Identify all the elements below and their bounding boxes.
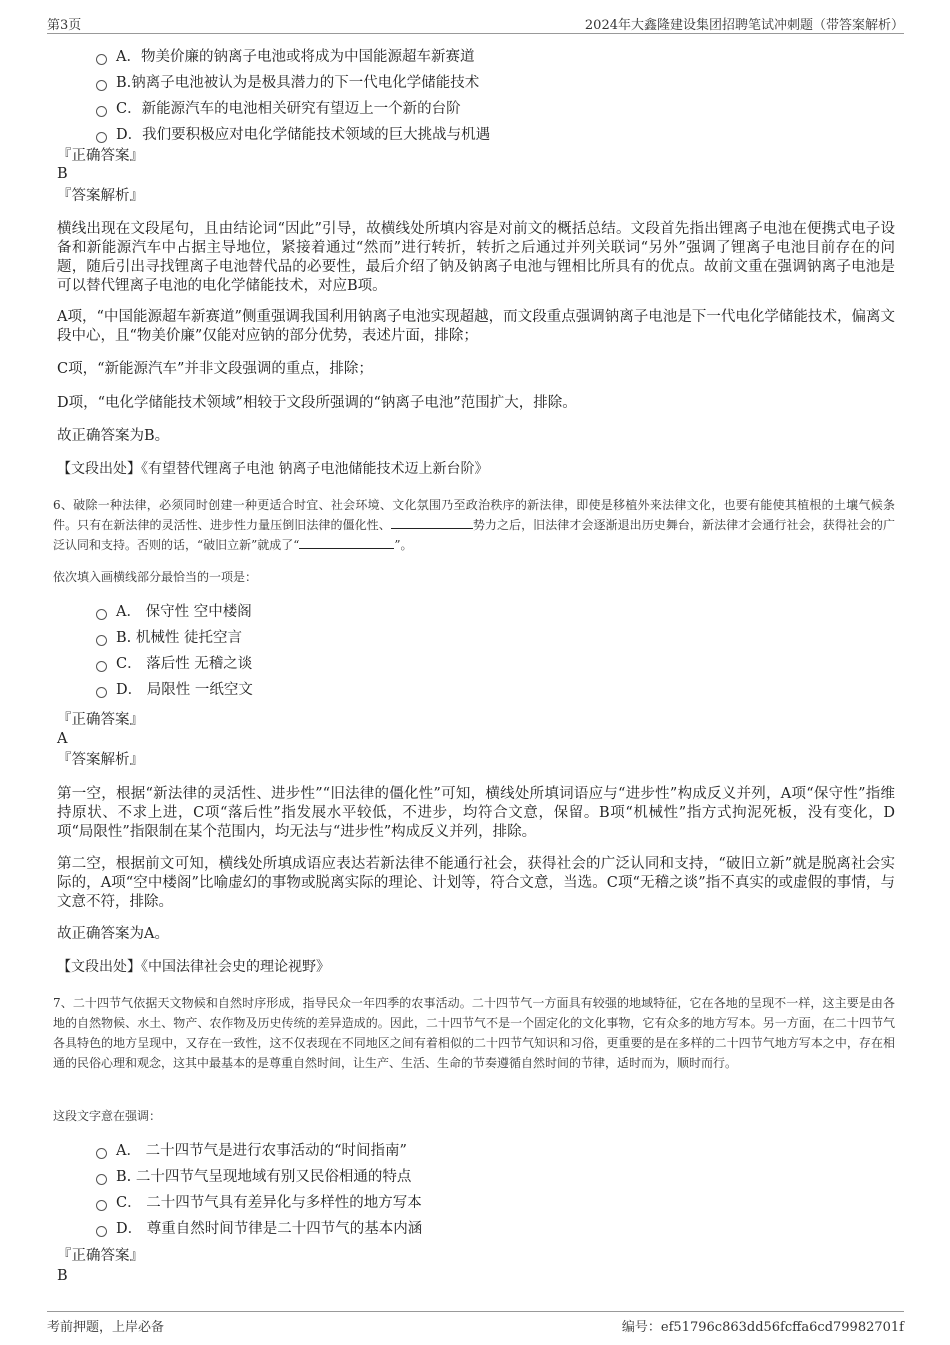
- q7-option-d[interactable]: D． 尊重自然时间节律是二十四节气的基本内涵: [96, 1218, 422, 1244]
- radio-icon[interactable]: [96, 661, 107, 672]
- q5-analysis-label: 『答案解析』: [57, 188, 144, 204]
- q6-analysis-paragraph: 第一空，根据“新法律的灵活性、进步性”“旧法律的僵化性”可知，横线处所填词语应与“进步性”构成反义并列，A项“保守性”指维持原状、不求上进，C项“落后性”指发展水平较低，不进步，均符合文意，保留。B项“机械性”指方式拘泥死板，没有变化，D项“局限性”指限制在某个范围内，均无法与“进步性”构成反义并列，排除。: [57, 786, 895, 840]
- blank-1: [391, 517, 473, 529]
- q7-answer: B: [57, 1268, 68, 1284]
- q7-option-c[interactable]: C． 二十四节气具有差异化与多样性的地方写本: [96, 1192, 422, 1218]
- page-number: 第3页: [47, 18, 82, 33]
- q7-option-a[interactable]: A． 二十四节气是进行农事活动的“时间指南”: [96, 1140, 422, 1166]
- q7-answer-label: 『正确答案』: [57, 1248, 144, 1264]
- q6-analysis-paragraph: 第二空，根据前文可知，横线处所填成语应表达若新法律不能通行社会，获得社会的广泛认同和支持，“破旧立新”就是脱离社会实际的，A项“空中楼阁”比喻虚幻的事物或脱离实际的理论、计划等，符合文意，当选。C项“无稽之谈”指不真实的或虚假的事情，与文意不符，排除。: [57, 856, 895, 910]
- q5-answer: B: [57, 166, 68, 182]
- radio-icon[interactable]: [96, 54, 107, 65]
- q7-option-b[interactable]: B. 二十四节气呈现地域有别又民俗相通的特点: [96, 1166, 422, 1192]
- blank-2: [299, 537, 394, 549]
- q6-prompt: 依次填入画横线部分最恰当的一项是：: [53, 570, 258, 584]
- q5-answer-label: 『正确答案』: [57, 148, 144, 164]
- q7-options: [96, 1140, 422, 1244]
- q5-option-b[interactable]: B.钠离子电池被认为是极具潜力的下一代电化学储能技术: [96, 72, 490, 98]
- radio-icon[interactable]: [96, 106, 107, 117]
- q5-options: [96, 46, 490, 150]
- document-title: 2024年大鑫隆建设集团招聘笔试冲刺题（带答案解析）: [584, 18, 904, 33]
- radio-icon[interactable]: [96, 635, 107, 646]
- q5-conclusion: 故正确答案为B。: [57, 428, 170, 444]
- q6-option-b[interactable]: B. 机械性 徒托空言: [96, 627, 253, 653]
- q7-prompt: 这段文字意在强调：: [53, 1109, 162, 1123]
- q5-option-d[interactable]: D．我们要积极应对电化学储能技术领域的巨大挑战与机遇: [96, 124, 490, 150]
- radio-icon[interactable]: [96, 80, 107, 91]
- q5-analysis-paragraph: A项，“中国能源超车新赛道”侧重强调我国利用钠离子电池实现超越，而文段重点强调钠离子电池是下一代电化学储能技术，偏离文段中心，且“物美价廉”仅能对应钠的部分优势，表述片面，排除；: [57, 309, 895, 344]
- q6-analysis-label: 『答案解析』: [57, 752, 144, 768]
- q5-source: 【文段出处】《有望替代锂离子电池 钠离子电池储能技术迈上新台阶》: [57, 461, 489, 477]
- q6-options: [96, 601, 253, 705]
- document-id: 编号：ef51796c863dd56fcffa6cd79982701f: [621, 1320, 904, 1335]
- page-header: [47, 12, 904, 34]
- q5-option-c[interactable]: C．新能源汽车的电池相关研究有望迈上一个新的台阶: [96, 98, 490, 124]
- q6-option-a[interactable]: A． 保守性 空中楼阁: [96, 601, 253, 627]
- radio-icon[interactable]: [96, 1174, 107, 1185]
- q5-option-a[interactable]: A．物美价廉的钠离子电池或将成为中国能源超车新赛道: [96, 46, 490, 72]
- radio-icon[interactable]: [96, 1200, 107, 1211]
- footer-slogan: 考前押题，上岸必备: [47, 1320, 165, 1335]
- q6-answer-label: 『正确答案』: [57, 712, 144, 728]
- radio-icon[interactable]: [96, 1226, 107, 1237]
- q7-stem: 7、二十四节气依据天文物候和自然时序形成，指导民众一年四季的农事活动。二十四节气一方面具有较强的地域特征，它在各地的呈现不一样，这主要是由各地的自然物候、水土、物产、农作物及历史传统的差异造成的。因此，二十四节气不是一个固定化的文化事物，它有众多的地方写本。另一方面，在二十四节气各具特色的地方呈现中，又存在一致性，这不仅表现在不同地区之间有着相似的二十四节气知识和习俗，更重要的是在多样的二十四节气地方写本之中，存在相通的民俗心理和观念，这其中最基本的是尊重自然时间，让生产、生活、生命的节奏遵循自然时间的节律，适时而为，顺时而行。: [53, 996, 895, 1070]
- radio-icon[interactable]: [96, 609, 107, 620]
- radio-icon[interactable]: [96, 1148, 107, 1159]
- page-footer: [47, 1311, 904, 1337]
- q6-conclusion: 故正确答案为A。: [57, 926, 169, 942]
- q6-stem: 6、破除一种法律，必须同时创建一种更适合时宜、社会环境、文化氛围乃至政治秩序的新法律，即使是移植外来法律文化，也要有能使其植根的土壤气候条件。只有在新法律的灵活性、进步性力量压倒旧法律的僵化性、 势力之后，旧法律才会逐渐退出历史舞台，新法律才会通行社会，获得社会的广泛认同和支持。否则的话，“破旧立新”就成了“ ”。: [53, 498, 895, 552]
- q5-analysis-paragraph: 横线出现在文段尾句，且由结论词“因此”引导，故横线处所填内容是对前文的概括总结。文段首先指出锂离子电池在便携式电子设备和新能源汽车中占据主导地位，紧接着通过“然而”进行转折，转折之后通过并列关联词“另外”强调了锂离子电池目前存在的问题，随后引出寻找锂离子电池替代品的必要性，最后介绍了钠及钠离子电池与锂相比所具有的优点。故前文重在强调钠离子电池是可以替代锂离子电池的电化学储能技术，对应B项。: [57, 221, 895, 294]
- radio-icon[interactable]: [96, 687, 107, 698]
- q6-source: 【文段出处】《中国法律社会史的理论视野》: [57, 959, 330, 975]
- q6-option-d[interactable]: D． 局限性 一纸空文: [96, 679, 253, 705]
- q6-answer: A: [57, 731, 68, 747]
- q5-analysis-paragraph: D项，“电化学储能技术领域”相较于文段所强调的“钠离子电池”范围扩大，排除。: [57, 395, 577, 411]
- q5-analysis-paragraph: C项，“新能源汽车”并非文段强调的重点，排除；: [57, 361, 373, 377]
- q6-option-c[interactable]: C． 落后性 无稽之谈: [96, 653, 253, 679]
- radio-icon[interactable]: [96, 132, 107, 143]
